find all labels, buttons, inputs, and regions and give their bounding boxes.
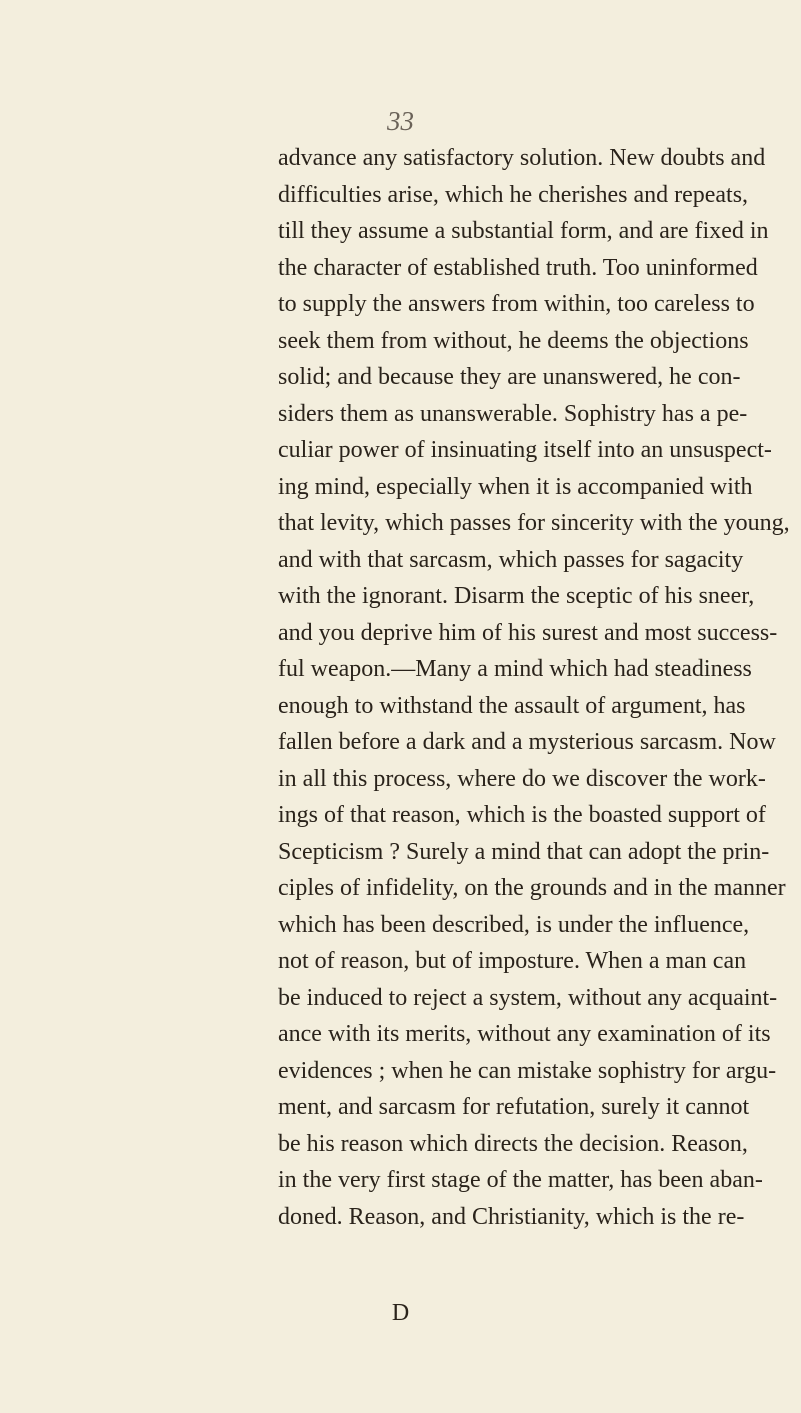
text-line: doned. Reason, and Christianity, which is the re- bbox=[278, 1203, 745, 1230]
text-line: be his reason which directs the decision. Reason, bbox=[278, 1130, 748, 1157]
text-line: ings of that reason, which is the boasted support of bbox=[278, 802, 766, 828]
text-line: Scepticism ? Surely a mind that can adopt the prin- bbox=[278, 838, 770, 865]
page-number: 33 bbox=[387, 106, 414, 136]
text-line: be induced to reject a system, without any acquaint- bbox=[278, 984, 778, 1011]
text-line: not of reason, but of imposture. When a man can bbox=[278, 948, 747, 974]
text-line: ful weapon.—Many a mind which had steadiness bbox=[278, 656, 752, 682]
text-line: ing mind, especially when it is accompanied with bbox=[278, 473, 753, 500]
text-line: evidences ; when he can mistake sophistry for argu- bbox=[278, 1057, 777, 1084]
text-line: solid; and because they are unanswered, he con- bbox=[278, 364, 741, 390]
text-line: and you deprive him of his surest and most success- bbox=[278, 619, 778, 646]
signature-mark: D bbox=[391, 1300, 410, 1326]
text-line: seek them from without, he deems the objections bbox=[278, 327, 749, 354]
text-line: with the ignorant. Disarm the sceptic of his sneer, bbox=[278, 583, 755, 609]
text-line: ment, and sarcasm for refutation, surely it cannot bbox=[278, 1094, 750, 1120]
text-line: till they assume a substantial form, and are fixed in bbox=[278, 218, 769, 244]
text-line: in all this process, where do we discover the work- bbox=[278, 765, 766, 792]
text-line: in the very first stage of the matter, has been aban- bbox=[278, 1167, 763, 1193]
text-line: and with that sarcasm, which passes for sagacity bbox=[278, 546, 744, 573]
text-line: enough to withstand the assault of argument, has bbox=[278, 692, 746, 719]
text-line: difficulties arise, which he cherishes and repeats, bbox=[278, 181, 749, 208]
text-line: advance any satisfactory solution. New doubts and bbox=[278, 145, 766, 171]
text-line: which has been described, is under the influence, bbox=[278, 911, 750, 938]
text-line: to supply the answers from within, too careless to bbox=[278, 291, 755, 317]
body-text bbox=[278, 140, 790, 1235]
text-line: ciples of infidelity, on the grounds and in the manner bbox=[278, 875, 786, 901]
text-line: culiar power of insinuating itself into an unsuspect- bbox=[278, 437, 772, 463]
text-line: siders them as unanswerable. Sophistry has a pe- bbox=[278, 400, 748, 427]
text-line: that levity, which passes for sincerity with the young, bbox=[278, 510, 790, 536]
text-line: the character of established truth. Too uninformed bbox=[278, 254, 758, 281]
text-line: ance with its merits, without any examination of its bbox=[278, 1021, 771, 1047]
text-line: fallen before a dark and a mysterious sarcasm. Now bbox=[278, 729, 776, 755]
